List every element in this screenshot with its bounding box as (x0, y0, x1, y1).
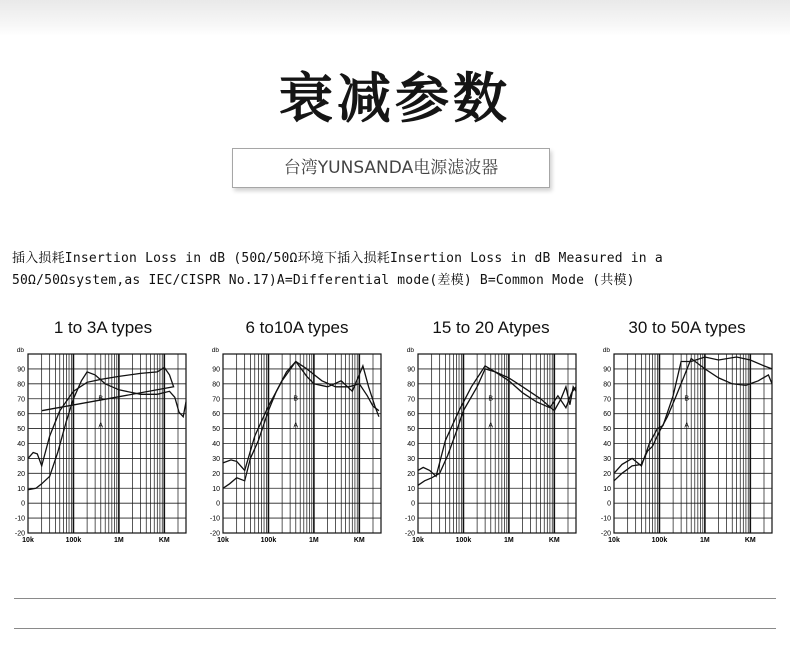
y-tick-label: 40 (603, 441, 611, 448)
x-tick-label: 100k (455, 537, 472, 544)
y-tick-label: 20 (212, 470, 220, 478)
y-tick-label: 0 (21, 500, 25, 508)
y-tick-label: 40 (17, 441, 25, 448)
series-B-label: B (98, 395, 104, 403)
chart-title-1: 1 to 3A types (53, 318, 153, 337)
y-tick-label: 70 (212, 396, 220, 404)
y-tick-label: 50 (407, 426, 415, 434)
y-tick-label: -20 (404, 530, 415, 538)
description (12, 248, 782, 292)
x-tick-label: 10k (22, 537, 34, 544)
y-tick-label: 40 (407, 441, 415, 448)
y-tick-label: 10 (407, 485, 415, 493)
series-A-label: A (293, 422, 299, 430)
y-tick-label: 20 (407, 470, 415, 478)
y-tick-label: -20 (600, 530, 611, 538)
series-A-label: A (684, 422, 690, 430)
y-tick-label: -10 (404, 515, 415, 523)
x-tick-label: KM (158, 537, 170, 544)
y-tick-label: 60 (212, 411, 220, 419)
y-tick-label: 90 (603, 366, 611, 374)
y-tick-label: 90 (212, 366, 220, 374)
x-tick-label: 1M (504, 537, 514, 544)
description-line-1: 插入损耗Insertion Loss in dB (50Ω/50Ω环境下插入损耗Insertion Loss in dB Measured in a (12, 251, 663, 266)
y-tick-label: 0 (607, 500, 611, 508)
y-tick-label: 30 (17, 455, 25, 463)
y-axis-label: db (16, 347, 24, 354)
y-tick-label: 20 (603, 470, 611, 478)
y-tick-label: 10 (212, 485, 220, 493)
y-tick-label: 20 (17, 470, 25, 478)
x-tick-label: 10k (608, 537, 620, 544)
y-axis-label: db (602, 347, 610, 354)
x-tick-label: KM (353, 537, 365, 544)
description-line-2: 50Ω/50Ωsystem,as IEC/CISPR No.17)A=Differential mode(差模) B=Common Mode (共模) (12, 273, 635, 288)
y-tick-label: 90 (407, 366, 415, 374)
y-tick-label: 60 (17, 411, 25, 419)
y-tick-label: 50 (212, 426, 220, 434)
y-tick-label: 60 (603, 411, 611, 419)
y-tick-label: -10 (209, 515, 220, 523)
chart-3 (400, 344, 580, 544)
top-band (0, 0, 790, 36)
divider-line-2 (14, 628, 776, 629)
y-axis-label: db (211, 347, 219, 354)
x-tick-label: 10k (217, 537, 229, 544)
y-tick-label: 90 (17, 366, 25, 374)
y-tick-label: 0 (411, 500, 415, 508)
page-title: 衰减参数 (279, 67, 511, 130)
y-tick-label: 10 (17, 485, 25, 493)
subtitle-box: 台湾YUNSANDA电源滤波器 (232, 148, 550, 188)
x-tick-label: 100k (65, 537, 82, 544)
x-tick-label: KM (548, 537, 560, 544)
y-tick-label: 70 (407, 396, 415, 404)
y-tick-label: 50 (603, 426, 611, 434)
y-tick-label: 80 (603, 381, 611, 389)
x-tick-label: 1M (309, 537, 319, 544)
y-tick-label: 30 (212, 455, 220, 463)
y-tick-label: 60 (407, 411, 415, 419)
chart-2 (205, 344, 385, 544)
y-axis-label: db (406, 347, 414, 354)
series-B-label: B (293, 395, 299, 403)
chart-1 (10, 344, 190, 544)
y-tick-label: 80 (407, 381, 415, 389)
x-tick-label: KM (744, 537, 756, 544)
y-tick-label: -10 (600, 515, 611, 523)
y-tick-label: 0 (216, 500, 220, 508)
y-tick-label: 70 (17, 396, 25, 404)
y-tick-label: 30 (407, 455, 415, 463)
y-tick-label: 80 (212, 381, 220, 389)
chart-4 (596, 344, 776, 544)
series-A-label: A (488, 422, 494, 430)
y-tick-label: 70 (603, 396, 611, 404)
y-tick-label: 80 (17, 381, 25, 389)
y-tick-label: 10 (603, 485, 611, 493)
series-A-label: A (98, 422, 104, 430)
y-tick-label: 40 (212, 441, 220, 448)
y-tick-label: 30 (603, 455, 611, 463)
series-B-label: B (684, 395, 690, 403)
chart-title-3: 15 to 20 Atypes (432, 318, 550, 337)
x-tick-label: 100k (651, 537, 668, 544)
x-tick-label: 1M (114, 537, 124, 544)
chart-title-2: 6 to10A types (245, 318, 349, 337)
y-tick-label: -20 (209, 530, 220, 538)
divider-line-1 (14, 598, 776, 599)
y-tick-label: 50 (17, 426, 25, 434)
x-tick-label: 100k (260, 537, 277, 544)
y-tick-label: -10 (14, 515, 25, 523)
x-tick-label: 10k (412, 537, 424, 544)
series-B-label: B (488, 395, 494, 403)
chart-title-4: 30 to 50A types (628, 318, 746, 337)
x-tick-label: 1M (700, 537, 710, 544)
y-tick-label: -20 (14, 530, 25, 538)
